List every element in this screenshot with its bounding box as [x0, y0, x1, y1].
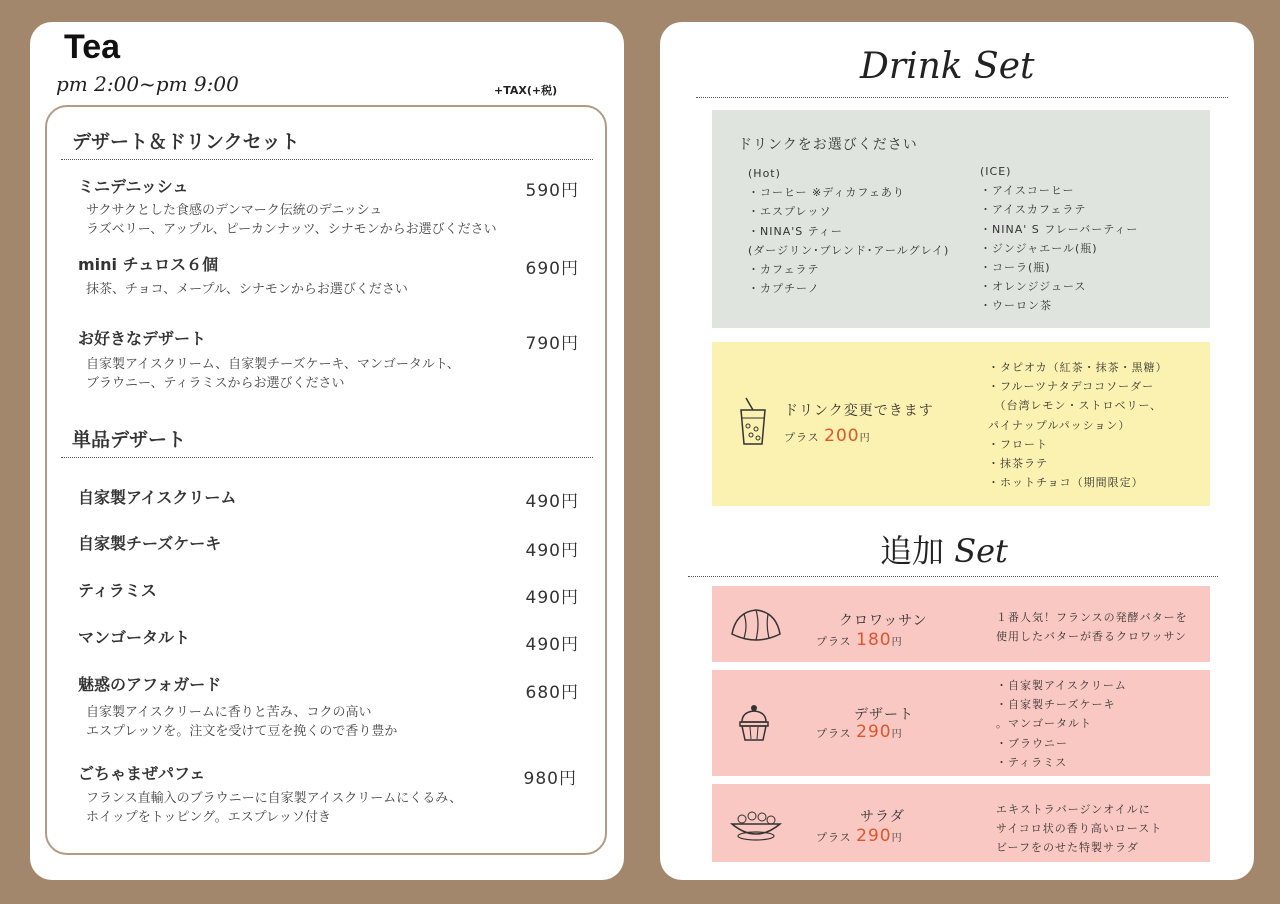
divider [696, 97, 1228, 98]
menu-item-name: 自家製チーズケーキ [78, 534, 222, 553]
menu-item-desc: 抹茶、チョコ、メープル、シナモンからお選びください [86, 282, 408, 297]
menu-list-box [45, 105, 607, 855]
menu-item-name: ごちゃまぜパフェ [78, 764, 206, 783]
add-item-price [816, 630, 903, 650]
menu-item-name: ティラミス [78, 581, 157, 600]
menu-item-name: 魅惑のアフォガード [78, 675, 222, 694]
add-item-name: デザート [854, 707, 914, 723]
menu-item-name: お好きなデザート [78, 329, 207, 348]
plus-label: プラス [784, 431, 820, 444]
price-value: 200 [824, 426, 860, 446]
add-set-title [880, 526, 1008, 572]
drink-change-panel [712, 342, 1210, 506]
menu-item-desc: 自家製アイスクリームに香りと苦み、コクの高い エスプレッソを。注文を受けて豆を挽くので香り豊か [86, 705, 398, 739]
cupcake-icon [738, 704, 770, 742]
add-item-desc: ・自家製アイスクリーム ・自家製チーズケーキ 。マンゴータルト ・ブラウニー ・ティラミス [996, 679, 1127, 769]
add-item-price [816, 722, 903, 742]
drink-change-list: ・タピオカ（紅茶・抹茶・黒糖） ・フルーツナタデココソーダー （台湾レモン・ストロベリー、 パイナップルパッション） ・フロート ・抹茶ラテ ・ホットチョコ（期間限定） [988, 361, 1168, 490]
tea-menu-card [30, 22, 624, 880]
salad-bowl-icon [728, 806, 784, 842]
menu-item-price: 680円 [525, 683, 579, 703]
price-value: 180 [856, 630, 892, 650]
drink-set-title: Drink Set [860, 46, 1035, 87]
menu-item-price: 790円 [525, 334, 579, 354]
menu-item-price: 490円 [525, 635, 579, 655]
croissant-icon [728, 604, 784, 644]
plus-label: プラス [816, 635, 852, 648]
yen-label: 円 [891, 833, 903, 844]
drink-change-price [784, 426, 871, 446]
section-title-set: デザート＆ドリンクセット [72, 131, 300, 153]
yen-label: 円 [859, 433, 871, 444]
yen-label: 円 [891, 637, 903, 648]
plus-label: プラス [816, 727, 852, 740]
add-set-title-script: Set [954, 532, 1008, 570]
menu-item-name: ミニデニッシュ [78, 177, 189, 196]
add-item-name: クロワッサン [839, 613, 928, 629]
menu-item-name: 自家製アイスクリーム [78, 488, 237, 507]
divider [61, 457, 593, 458]
hot-drink-list: (Hot) ・コーヒー ※ディカフェあり ・エスプレッソ ・NINA'S ティー (ダージリン･ブレンド･アールグレイ) ・カフェラテ ・カプチーノ [748, 167, 950, 296]
plus-label: プラス [816, 831, 852, 844]
menu-item-price: 690円 [525, 259, 579, 279]
yen-label: 円 [891, 729, 903, 740]
menu-item-price: 980円 [523, 769, 577, 789]
add-item-panel-dessert [712, 670, 1210, 776]
add-item-name: サラダ [860, 809, 905, 825]
menu-item-desc: サクサクとした食感のデンマーク伝統のデニッシュ ラズベリー、アップル、ピーカンナッツ、シナモンからお選びください [86, 203, 497, 237]
add-item-panel-salad [712, 784, 1210, 862]
ice-drink-list: (ICE) ・アイスコーヒー ・アイスカフェラテ ・NINA' S フレーバーティー ・ジンジャエール(瓶) ・コーラ(瓶) ・オレンジジュース ・ウーロン茶 [980, 165, 1139, 313]
add-item-desc: エキストラバージンオイルに サイコロ状の香り高いロースト ビーフをのせた特製サラダ [996, 803, 1163, 855]
drink-set-card [660, 22, 1254, 880]
menu-item-desc: 自家製アイスクリーム、自家製チーズケーキ、マンゴータルト、 ブラウニー、ティラミスからお選びください [86, 357, 460, 391]
add-item-desc: １番人気！フランスの発酵バターを 使用したバターが香るクロワッサン [996, 611, 1188, 644]
price-value: 290 [856, 826, 892, 846]
tax-note: +TAX(+税) [494, 84, 558, 97]
divider [688, 576, 1218, 577]
opening-hours: pm 2:00~pm 9:00 [56, 72, 239, 96]
price-value: 290 [856, 722, 892, 742]
menu-title: Tea [64, 28, 121, 66]
add-item-panel-croissant [712, 586, 1210, 662]
divider [61, 159, 593, 160]
add-set-title-jp: 追加 [880, 532, 945, 570]
menu-item-price: 490円 [525, 492, 579, 512]
menu-item-desc: フランス直輸入のブラウニーに自家製アイスクリームにくるみ、 ホイップをトッピング。エスプレッソ付き [86, 791, 463, 825]
menu-item-name: マンゴータルト [78, 628, 191, 647]
menu-item-price: 590円 [525, 181, 579, 201]
drink-change-heading: ドリンク変更できます [784, 403, 934, 419]
menu-item-price: 490円 [525, 588, 579, 608]
drink-choice-panel [712, 110, 1210, 328]
section-title-single: 単品デザート [72, 429, 187, 451]
add-item-price [816, 826, 903, 846]
choose-drink-heading: ドリンクをお選びください [738, 137, 918, 153]
menu-item-price: 490円 [525, 541, 579, 561]
drink-cup-icon [736, 396, 770, 448]
menu-item-name: mini チュロス６個 [78, 255, 219, 274]
